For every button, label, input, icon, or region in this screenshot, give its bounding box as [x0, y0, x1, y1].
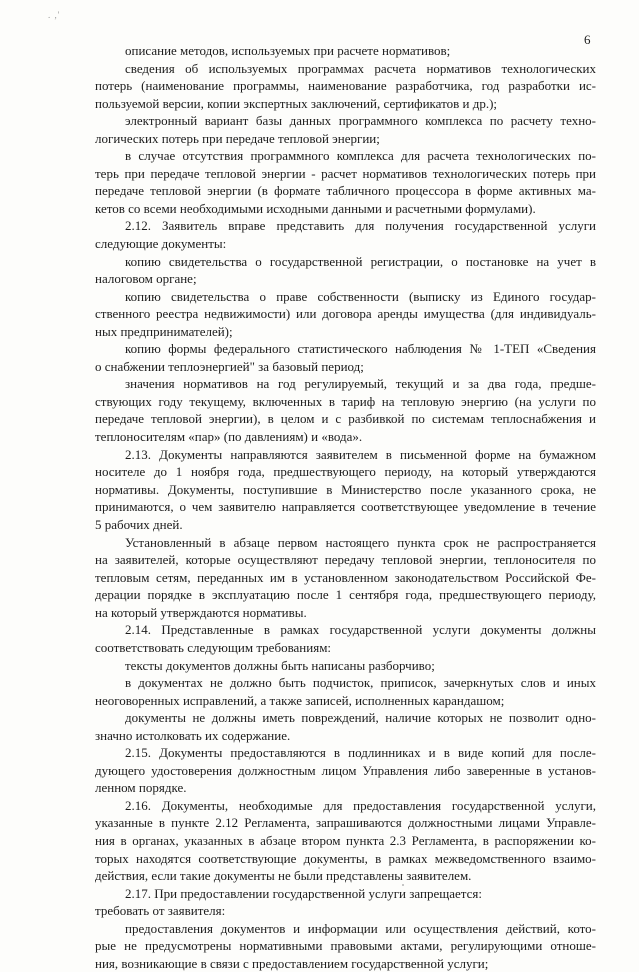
text-line: ния в органах, указанных в абзаце втором пункта 2.3 Регламента, в распоряжении ко- — [95, 833, 596, 848]
text-line: на заявителей, которые осуществляют передачу тепловой энергии, теплоносителя по — [95, 552, 596, 568]
text-line: 2.15. Документы предоставляются в подлинниках и в виде копий для после- — [125, 745, 596, 761]
text-line: ных предпринимателей); — [95, 323, 233, 339]
text-line: нормативы. Документы, поступившие в Министерство после указанного срока, не — [95, 481, 596, 497]
text-line: передаче тепловой энергии (в формате табличного процессора в форме активных ма- — [95, 183, 596, 199]
text-line: 2.12. Заявитель вправе представить для получения государственной услуги — [125, 218, 596, 234]
text-line: на который утверждаются нормативы. — [95, 604, 307, 620]
text-line: копию свидетельства о государственной регистрации, о постановке на учет в — [125, 253, 596, 269]
text-line: потерь (наименование программы, наименование разработчика, год разработки ис- — [95, 78, 596, 94]
text-line: 2.17. При предоставлении государственной услуги запрещается: — [125, 885, 482, 901]
text-line: носителе до 1 ноября года, предшествующего периоду, на который утверждаются — [95, 464, 596, 480]
text-line: предоставления документов и информации или осуществления действий, кото- — [125, 920, 596, 936]
text-line: ния, возникающие в связи с предоставлением государственной услуги; — [95, 955, 489, 971]
text-line: ственного реестра недвижимости) или договора аренды имущества (для индивидуаль- — [95, 306, 596, 322]
text-line: действия, если такие документы не были представлены заявителем. — [95, 868, 472, 884]
text-line: указанные в пункте 2.12 Регламента, запрашиваются должностными лицами Управле- — [95, 815, 596, 831]
text-line: теплоносителям «пар» (по давлениям) и «вода». — [95, 429, 363, 445]
text-line: в документах не должно быть подчисток, приписок, зачеркнутых слов и иных — [125, 675, 596, 691]
text-line: терь при передаче тепловой энергии - расчет нормативов технологических потерь при — [95, 165, 596, 181]
text-line: документы не должны иметь повреждений, наличие которых не позволит одно- — [125, 710, 596, 726]
text-line: принимаются, о чем заявителю направляется соответствующее уведомление в течение — [95, 499, 596, 515]
text-line: Установленный в абзаце первом настоящего пункта срок не распространяется — [125, 534, 596, 550]
text-line: значно истолковать их содержание. — [95, 727, 291, 743]
text-line: копию свидетельства о праве собственности (выписку из Единого государ- — [125, 288, 596, 304]
text-line: 2.13. Документы направляются заявителем в письменной форме на бумажном — [125, 446, 596, 462]
text-line: сведения об используемых программах расчета нормативов технологических — [125, 60, 596, 76]
text-line: в случае отсутствия программного комплекса для расчета технологических по- — [125, 148, 596, 164]
scan-artifact-mark: . ,' — [48, 10, 61, 20]
text-line: передаче тепловой энергии), в целом и с разбивкой по системам теплоснабжения и — [95, 411, 596, 427]
text-line: ленном порядке. — [95, 780, 187, 796]
text-line: торых находятся соответствующие документы, в рамках межведомственного взаимо- — [95, 850, 596, 866]
text-line: описание методов, используемых при расчете нормативов; — [125, 43, 451, 58]
text-line: тепловым сетям, переданных им в установленном законодательством Российской Фе- — [95, 569, 596, 585]
text-line: 2.16. Документы, необходимые для предоставления государственной услуги, — [125, 797, 596, 813]
text-line: дующего удостоверения должностным лицом Управления либо заверенные в установ- — [95, 762, 596, 778]
text-line: о снабжении теплоэнергией" за базовый период; — [95, 358, 364, 374]
text-line: неоговоренных исправлений, а также записей, исполненных карандашом; — [95, 692, 505, 708]
text-line: соответствовать следующим требованиям: — [95, 639, 332, 655]
text-line: электронный вариант базы данных программного комплекса по расчету техно- — [125, 113, 596, 129]
text-line: логических потерь при передаче тепловой энергии; — [95, 130, 380, 146]
text-line: следующие документы: — [95, 236, 227, 252]
text-line: ствующих году текущему, включенных в тариф на тепловую энергию (на услуги по — [95, 393, 596, 409]
page-number: 6 — [584, 32, 591, 47]
text-line: 2.14. Представленные в рамках государственной услуги документы должны — [125, 622, 596, 638]
text-line: пользуемой версии, копии экспертных заключений, сертификатов и др.); — [95, 95, 498, 111]
text-line: рые не предусмотрены нормативными правовыми актами, регулирующими отноше- — [95, 938, 596, 954]
document-body — [95, 42, 596, 972]
text-line: требовать от заявителя: — [95, 903, 226, 919]
text-line: копию формы федерального статистического наблюдения № 1-ТЕП «Сведения — [125, 341, 596, 357]
text-line: 5 рабочих дней. — [95, 516, 183, 532]
text-line: значения нормативов на год регулируемый, текущий и за два года, предше- — [125, 376, 596, 392]
text-line: дерации порядке в эксплуатацию после 1 сентября года, предшествующего периоду, — [95, 587, 596, 603]
text-line: кетов со всеми необходимыми исходными данными и расчетными формулами). — [95, 200, 536, 216]
text-line: налоговом органе; — [95, 271, 197, 287]
text-line: тексты документов должны быть написаны разборчиво; — [125, 657, 435, 673]
